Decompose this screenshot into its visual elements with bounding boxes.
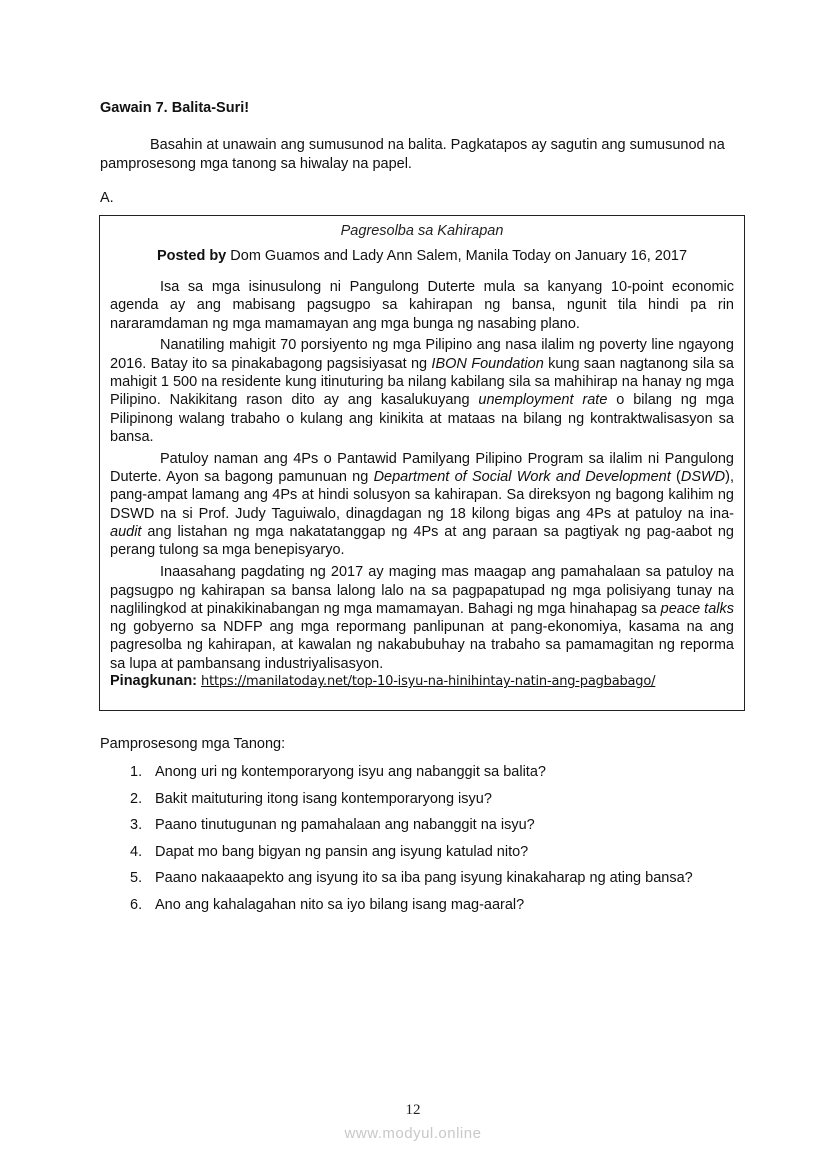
source-label: Pinagkunan: [110, 673, 198, 689]
source-link[interactable]: https://manilatoday.net/top-10-isyu-na-hinihintay-natin-ang-pagbabago/ [201, 674, 656, 689]
italic-term: IBON Foundation [431, 355, 544, 372]
article-source [110, 673, 655, 689]
paragraph-text: Isa sa mga isinusulong ni Pangulong Duterte mula sa kanyang 10-point economic agenda ay ang mabisang pagsugpo sa kahirapan ng bansa, ngunit tila hindi pa rin nararamdaman ng mga mamamayan ang mga bunga ng nasabing plano. [110, 279, 734, 332]
article-paragraph [110, 336, 734, 446]
questions-title: Pamprosesong mga Tanong: [100, 736, 286, 752]
question-number: 6. [130, 896, 143, 913]
paragraph-text: ), pang-ampat lamang ang 4Ps at hindi solusyon sa kahirapan. Sa direksyon ng bagong kalihim ng DSWD na si Prof. Judy Taguiwalo, dinagdagan ng 18 kilong bigas ang 4Ps at patuloy na ina- [110, 469, 735, 522]
paragraph-text: o bilang ng mga Pilipinong walang trabaho o kulang ang kinikita at mataas na bilang ng kontraktwalisasyon sa bansa. [110, 392, 734, 445]
byline-text: Dom Guamos and Lady Ann Salem, Manila Today on January 16, 2017 [226, 248, 688, 264]
question-text: Paano tinutugunan ng pamahalaan ang nabanggit na isyu? [155, 817, 535, 834]
instructions-text: Basahin at unawain ang sumusunod na balita. Pagkatapos ay sagutin ang sumusunod na pamprosesong mga tanong sa hiwalay na papel. [100, 137, 725, 172]
question-text: Anong uri ng kontemporaryong isyu ang nabanggit sa balita? [155, 764, 546, 780]
question-text: Ano ang kahalagahan nito sa iyo bilang isang mag-aaral? [155, 896, 525, 913]
article-title: Pagresolba sa Kahirapan [340, 223, 504, 239]
article-paragraph [110, 278, 734, 333]
activity-heading: Gawain 7. Balita-Suri! [100, 100, 250, 116]
question-item [130, 817, 693, 844]
italic-term: DSWD [680, 469, 726, 486]
question-number: 3. [130, 817, 143, 834]
article-paragraph [110, 563, 734, 673]
article-byline [100, 248, 744, 264]
paragraph-text: Patuloy naman ang 4Ps o Pantawid Pamilyang Pilipino Program sa ilalim ni Pangulong Duterte. Ayon sa bagong pamunuan ng [110, 450, 734, 486]
paragraph-text: ( [670, 469, 681, 486]
paragraph-text: Nanatiling mahigit 70 porsiyento ng mga Pilipino ang nasa ilalim ng poverty line ngayong 2016. Batay ito sa pinakabagong pagsisiyasat ng [110, 337, 734, 372]
question-item [130, 791, 693, 818]
question-text: Dapat mo bang bigyan ng pansin ang isyung katulad nito? [155, 843, 529, 860]
question-item [130, 870, 693, 897]
watermark: www.modyul.online [344, 1125, 482, 1142]
page-number: 12 [405, 1102, 421, 1118]
news-article-box [99, 215, 745, 711]
question-number: 5. [130, 870, 143, 887]
question-number: 2. [130, 790, 143, 807]
article-body [110, 278, 734, 677]
question-item [130, 897, 693, 924]
question-text: Bakit maituturing itong isang kontemporaryong isyu? [155, 790, 492, 807]
article-paragraph [110, 450, 734, 560]
paragraph-text: Inaasahang pagdating ng 2017 ay maging mas maagap ang pamahalaan sa patuloy na pagsugpo ng kahirapan sa bansa lalong lalo na sa pagpapatupad ng mga polisiyang tunay na naglilingkod at pinakikinabangan ng mga mamamayan. Bahagi ng mga hinahapag sa [110, 564, 734, 617]
byline-label: Posted by [156, 248, 227, 264]
italic-term: Department of Social Work and Development [373, 469, 671, 486]
question-number: 4. [130, 843, 143, 860]
paragraph-text: ng gobyerno sa NDFP ang mga repormang panlipunan at pang-ekonomiya, kasama na ang pagresolba ng kahirapan, at kawalan ng nakabubuhay na trabaho sa pamamagitan ng reporma sa lupa at pambansang industriyalisasyon. [110, 619, 734, 672]
italic-term: unemployment rate [478, 392, 608, 409]
paragraph-text: kung saan nagtanong sila sa mahigit 1 500 na residente kung itinuturing ba nilang kabilang sila sa mahihirap na hanay ng mga Pilipino. Nakikitang rason dito ay ang kasalukuyang [110, 355, 734, 409]
italic-term: audit [110, 524, 142, 541]
italic-term: peace talks [660, 600, 734, 617]
paragraph-text: ang listahan ng mga nakatatanggap ng 4Ps at ang paraan sa pagtiyak ng pag-aabot ng perang tulong sa mga benepisyaryo. [110, 524, 734, 559]
section-label: A. [100, 190, 114, 206]
question-text: Paano nakaaapekto ang isyung ito sa iba pang isyung kinakaharap ng ating bansa? [155, 870, 693, 887]
question-item [130, 844, 693, 871]
instructions [100, 136, 740, 174]
question-number: 1. [130, 764, 143, 780]
question-item [130, 764, 693, 791]
questions-list [130, 764, 693, 924]
